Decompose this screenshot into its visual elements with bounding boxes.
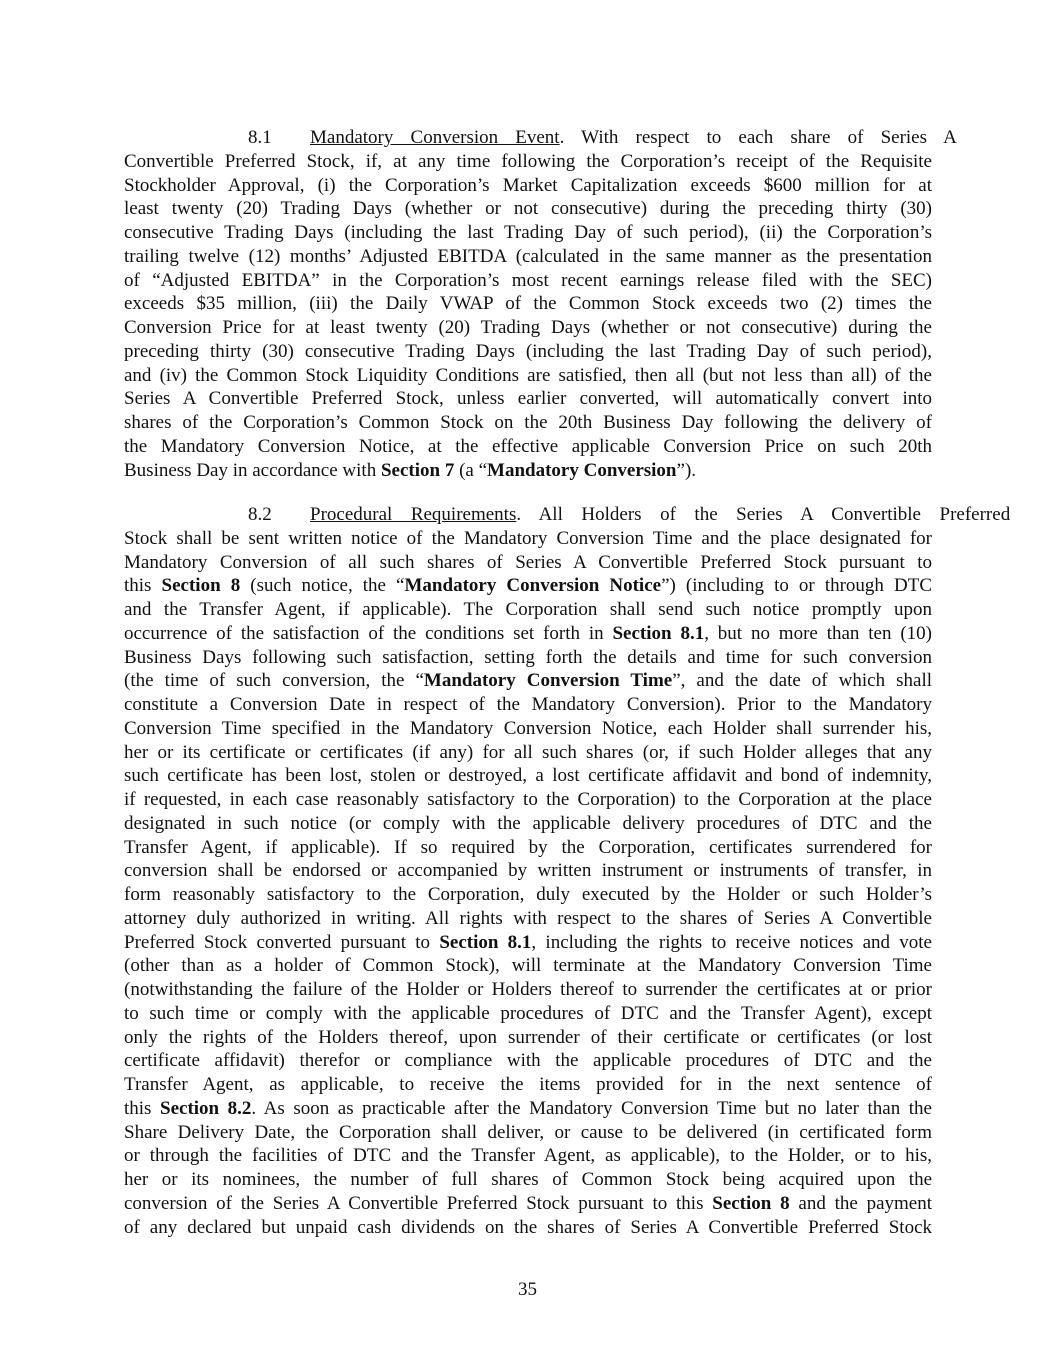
text-run: , but no more than ten (10) (704, 622, 932, 644)
section-8-2-line: Transfer Agent, if applicable). If so required by the Corporation, certificates surrendered for (124, 836, 932, 858)
section-8-1-line: Convertible Preferred Stock, if, at any time following the Corporation’s receipt of the Requisite (124, 150, 932, 172)
section-8-2-line-1 (124, 503, 1011, 527)
page-number: 35 (518, 1279, 537, 1300)
text-run: this (124, 1097, 161, 1119)
text-run: conversion of the Series A Convertible Preferred Stock pursuant to this (124, 1192, 713, 1214)
section-reference: Section 8.1 (612, 622, 705, 644)
section-8-2-line: conversion shall be endorsed or accompanied by written instrument or instruments of transfer, in (124, 860, 932, 882)
section-8-1-line: of “Adjusted EBITDA” in the Corporation’s most recent earnings release filed with the SEC) (124, 269, 932, 291)
section-8-1-line: exceeds $35 million, (iii) the Daily VWAP of the Common Stock exceeds two (2) times the (124, 293, 932, 315)
section-8-1-line: the Mandatory Conversion Notice, at the effective applicable Conversion Price on such 20th (124, 435, 932, 457)
text-run: . All Holders of the Series A Convertible Preferred (516, 504, 1011, 525)
section-reference: Section 8 (161, 575, 241, 597)
text-run: ”) (including to or through DTC (661, 575, 932, 597)
section-8-2-line (124, 669, 932, 693)
text-run: . As soon as practicable after the Mandatory Conversion Time but no later than the (251, 1097, 932, 1119)
section-8-2-line: her or its certificate or certificates (if any) for all such shares (or, if such Holder alleges that any (124, 741, 932, 763)
section-8-1-line: preceding thirty (30) consecutive Trading Days (including the last Trading Day of such period), (124, 340, 932, 362)
section-8-2-line: certificate affidavit) therefor or compliance with the applicable procedures of DTC and the (124, 1050, 932, 1072)
section-8-2-line (124, 931, 932, 955)
section-heading: Mandatory Conversion Event (310, 127, 560, 148)
section-8-2-line: Transfer Agent, as applicable, to receive the items provided for in the next sentence of (124, 1074, 932, 1095)
text-run: Preferred Stock converted pursuant to (124, 931, 440, 953)
text-run: (the time of such conversion, the “ (124, 670, 424, 692)
section-8-2-line: Mandatory Conversion of all such shares of Series A Convertible Preferred Stock pursuant to (124, 551, 932, 573)
section-8-1-line-1 (124, 126, 957, 150)
section-8-2-line: (notwithstanding the failure of the Holder or Holders thereof to surrender the certificates at or prior (124, 979, 932, 1000)
section-8-2-line (124, 574, 932, 598)
text-run: (such notice, the “ (240, 575, 405, 597)
section-8-1-line: least twenty (20) Trading Days (whether or not consecutive) during the preceding thirty (30) (124, 198, 932, 220)
section-8-2-line: such certificate has been lost, stolen or destroyed, a lost certificate affidavit and bond of indemnity, (124, 765, 932, 787)
section-8-2-line: or through the facilities of DTC and the Transfer Agent, as applicable), to the Holder, or to his, (124, 1145, 932, 1167)
section-8-1-line: Series A Convertible Preferred Stock, unless earlier converted, will automatically convert into (124, 388, 932, 410)
section-8-2-line: Share Delivery Date, the Corporation shall deliver, or cause to be delivered (in certificated form (124, 1121, 932, 1143)
defined-term: Mandatory Conversion (487, 459, 677, 481)
section-heading: Procedural Requirements (310, 504, 517, 525)
section-8-2-line: constitute a Conversion Date in respect of the Mandatory Conversion). Prior to the Mandatory (124, 694, 932, 715)
section-8-2-line: if requested, in each case reasonably satisfactory to the Corporation) to the Corporation at the place (124, 789, 932, 810)
text-run: Business Day in accordance with (124, 459, 381, 481)
section-8-1-line: trailing twelve (12) months’ Adjusted EBITDA (calculated in the same manner as the presentation (124, 245, 932, 267)
section-8-1-line: Conversion Price for at least twenty (20) Trading Days (whether or not consecutive) during the (124, 317, 932, 338)
section-8-2-line: of any declared but unpaid cash dividends on the shares of Series A Convertible Preferred Stock (124, 1216, 932, 1238)
defined-term: Mandatory Conversion Time (423, 670, 673, 692)
text-run: and the payment (789, 1192, 933, 1214)
section-8-2-line: attorney duly authorized in writing. All rights with respect to the shares of Series A Convertible (124, 907, 932, 929)
section-8-2-line: only the rights of the Holders thereof, upon surrender of their certificate or certificates (or lost (124, 1026, 932, 1048)
section-8-2-line (124, 622, 932, 646)
section-8-1-line: and (iv) the Common Stock Liquidity Conditions are satisfied, then all (but not less than all) of the (124, 364, 932, 386)
section-reference: Section 8 (712, 1192, 790, 1214)
section-8-2-line: Conversion Time specified in the Mandatory Conversion Notice, each Holder shall surrender his, (124, 717, 932, 739)
section-8-1-paragraph (124, 126, 957, 482)
section-8-2-line (124, 1097, 932, 1121)
section-reference: Section 7 (380, 459, 455, 481)
text-run: (a “ (454, 459, 488, 481)
section-8-2-line: and the Transfer Agent, if applicable). The Corporation shall send such notice promptly upon (124, 599, 932, 620)
text-run: ”). (676, 459, 697, 481)
section-reference: Section 8.1 (439, 931, 532, 953)
section-8-2-line: Business Days following such satisfaction, setting forth the details and time for such conversion (124, 646, 932, 668)
section-reference: Section 8.2 (160, 1097, 252, 1119)
section-number: 8.1 (248, 127, 272, 148)
section-number: 8.2 (248, 504, 272, 525)
text-run: , including the rights to receive notices and vote (531, 931, 932, 953)
section-8-2-line: Stock shall be sent written notice of the Mandatory Conversion Time and the place designated for (124, 527, 932, 549)
section-8-1-line: shares of the Corporation’s Common Stock on the 20th Business Day following the delivery of (124, 412, 932, 433)
text-run: occurrence of the satisfaction of the conditions set forth in (124, 622, 613, 644)
defined-term: Mandatory Conversion Notice (404, 575, 662, 597)
section-8-2-paragraph (124, 503, 1011, 1239)
text-run: ”, and the date of which shall (672, 670, 933, 692)
section-8-2-line: designated in such notice (or comply with the applicable delivery procedures of DTC and the (124, 812, 932, 834)
section-8-2-line (124, 1192, 932, 1216)
section-8-2-line: her or its nominees, the number of full shares of Common Stock being acquired upon the (124, 1169, 932, 1190)
section-8-1-line: consecutive Trading Days (including the last Trading Day of such period), (ii) the Corporation’s (124, 222, 932, 243)
section-8-2-line: to such time or comply with the applicable procedures of DTC and the Transfer Agent), except (124, 1002, 932, 1024)
section-8-1-line: Stockholder Approval, (i) the Corporation’s Market Capitalization exceeds $600 million for at (124, 174, 932, 196)
section-8-1-last-line (124, 459, 932, 483)
text-run: this (124, 575, 162, 597)
section-8-2-line: form reasonably satisfactory to the Corporation, duly executed by the Holder or such Holder’s (124, 884, 932, 905)
text-run: . With respect to each share of Series A (559, 127, 957, 148)
section-8-2-line: (other than as a holder of Common Stock), will terminate at the Mandatory Conversion Time (124, 955, 932, 977)
